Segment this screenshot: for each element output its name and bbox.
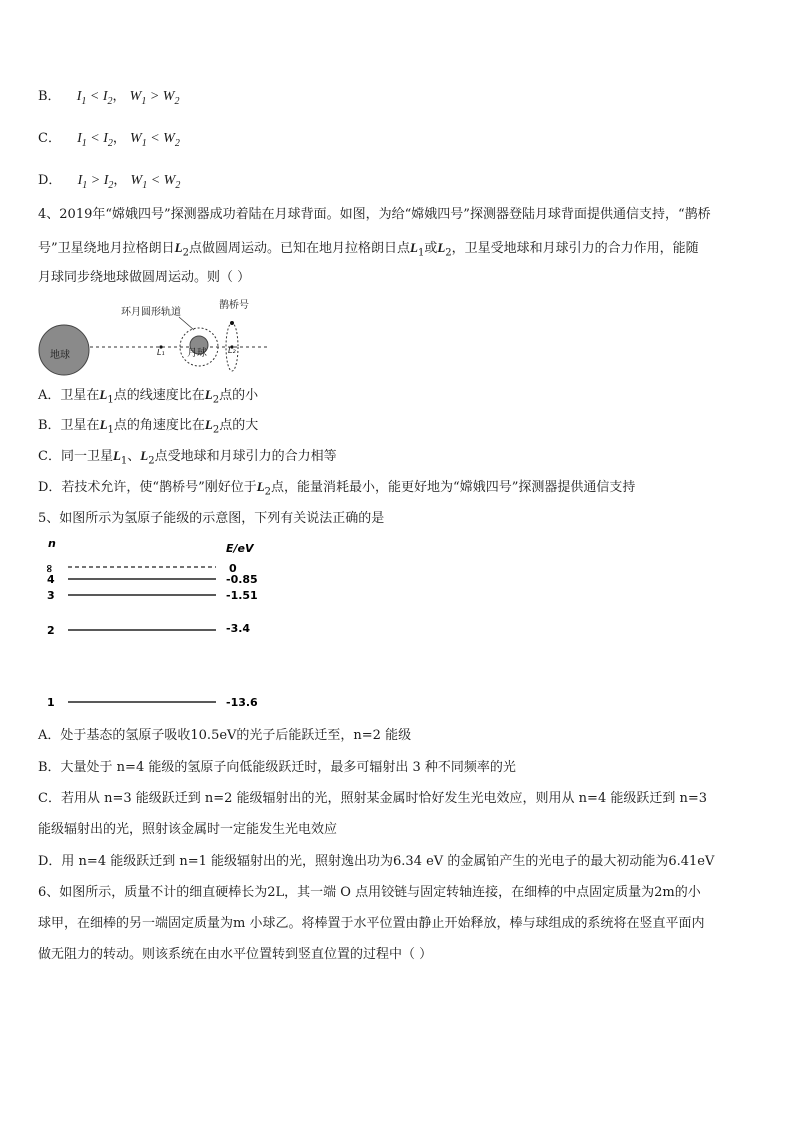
orbit-label-pointer — [179, 317, 194, 330]
level-n-1: 1 — [47, 696, 55, 709]
q5-stem: 5、如图所示为氢原子能级的示意图，下列有关说法正确的是 — [38, 511, 385, 526]
n-header: n — [48, 537, 56, 550]
l2-label: L₂ — [228, 346, 236, 355]
prev-option-d: D． $I_1 > I_2$， $W_1 < W_2$ — [38, 173, 181, 191]
option-letter: C． — [38, 131, 61, 146]
q4-stem-line1: 4、2019年“嫦娥四号”探测器成功着陆在月球背面。如图，为给“嫦娥四号”探测器登陆月球背面提供通信支持，“鹊桥 — [38, 207, 711, 222]
q5-option-d: D．用 n=4 能级跃迁到 n=1 能级辐射出的光，照射逸出功为6.34 eV 的金属铂产生的光电子的最大初动能为6.41eV — [38, 854, 715, 869]
q6-stem-line2: 球甲，在细棒的另一端固定质量为m 小球乙。将棒置于水平位置由静止开始释放，棒与球组成的系统将在竖直平面内 — [38, 916, 705, 931]
q6-stem-line3: 做无阻力的转动。则该系统在由水平位置转到竖直位置的过程中（ ） — [38, 947, 433, 962]
level-n-2: 2 — [47, 624, 55, 637]
q4-option-d: D．若技术允许，使“鹊桥号”刚好位于$L_2$点，能量消耗最小，能更好地为“嫦娥四号”探测器提供通信支持 — [38, 479, 636, 498]
e-header: E/eV — [226, 542, 254, 555]
q4-stem-line3: 月球同步绕地球做圆周运动。则（ ） — [38, 270, 251, 285]
level-n-4: 4 — [47, 573, 55, 586]
level-e-inf: 0 — [229, 562, 237, 575]
q5-option-c-line1: C．若用从 n=3 能级跃迁到 n=2 能级辐射出的光，照射某金属时恰好发生光电效应，则用从 n=4 能级跃迁到 n=3 — [38, 791, 708, 806]
option-letter: B． — [38, 89, 61, 104]
level-e-2: -3.4 — [226, 622, 251, 635]
q5-option-a: A．处于基态的氢原子吸收10.5eV的光子后能跃迁至，n=2 能级 — [38, 728, 412, 743]
option-letter: D． — [38, 173, 62, 188]
prev-option-b: B． $I_1 < I_2$， $W_1 > W_2$ — [38, 89, 180, 107]
q4-option-b: B．卫星在$L_1$点的角速度比在$L_2$点的大 — [38, 417, 259, 436]
q5-option-b: B．大量处于 n=4 能级的氢原子向低能级跃迁时，最多可辐射出 3 种不同频率的光 — [38, 760, 516, 775]
level-e-3: -1.51 — [226, 589, 258, 602]
q4-stem-line2: 号”卫星绕地月拉格朗日$L_2$点做圆周运动。已知在地月拉格朗日点$L_1$或$L_2$，卫星受地球和月球引力的合力作用，能随 — [38, 240, 699, 259]
q4-option-c: C．同一卫星$L_1$、$L_2$点受地球和月球引力的合力相等 — [38, 448, 337, 467]
level-e-1: -13.6 — [226, 696, 258, 709]
prev-option-c: C． $I_1 < I_2$， $W_1 < W_2$ — [38, 131, 180, 149]
level-n-inf: ∞ — [43, 564, 56, 574]
q5-option-c-line2: 能级辐射出的光，照射该金属时一定能发生光电效应 — [38, 822, 338, 837]
q4-option-a: A．卫星在$L_1$点的线速度比在$L_2$点的小 — [38, 387, 259, 406]
level-n-3: 3 — [47, 589, 55, 602]
energy-level-diagram — [40, 535, 310, 715]
q6-stem-line1: 6、如图所示，质量不计的细直硬棒长为2L，其一端 O 点用铰链与固定转轴连接，在细棒的中点固定质量为2m的小 — [38, 885, 701, 900]
queqiao-satellite — [230, 321, 234, 325]
queqiao-label: 鹊桥号 — [219, 300, 249, 311]
level-e-4: -0.85 — [226, 573, 258, 586]
moon-label: 月球 — [187, 348, 207, 359]
earth-label: 地球 — [50, 350, 70, 361]
l1-label: L₁ — [157, 348, 165, 357]
orbit-label: 环月圆形轨道 — [121, 307, 181, 318]
